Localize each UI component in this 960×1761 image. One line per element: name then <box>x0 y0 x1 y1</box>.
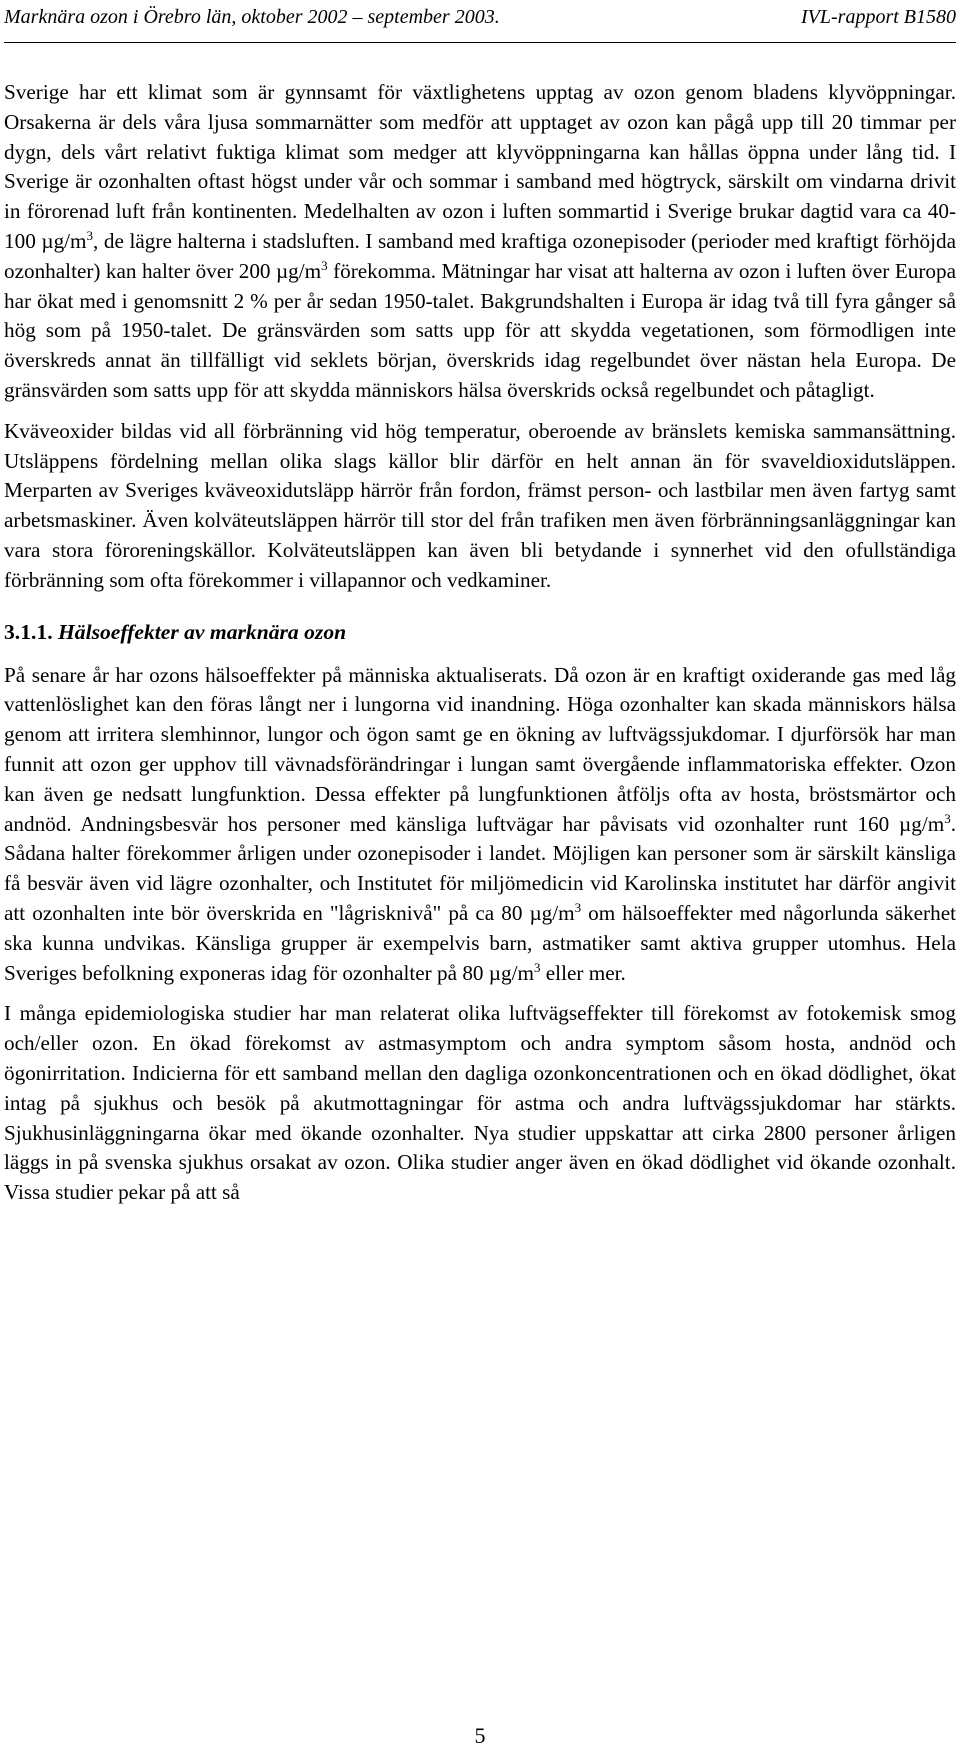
header-title: Marknära ozon i Örebro län, oktober 2002 – september 2003. <box>4 6 500 28</box>
superscript-exponent: 3 <box>86 227 94 243</box>
text-run: På senare år har ozons hälsoeffekter på människa aktualiserats. Då ozon är en kraftigt oxiderande gas med låg vattenlöslighet kan den föras långt ner i lungorna vid inandning. Höga ozonhalter kan skada människors hälsa genom att irritera slemhinnor, lungor och ögon samt ge en ökning av luftvägssjukdomar. I djurförsök har man funnit att ozon ger upphov till vävnadsförändringar i lungan samt övergående inflammatoriska effekter. Ozon kan även ge nedsatt lungfunktion. Dessa effekter på lungfunktionen åtföljs ofta av hosta, bröstsmärtor och andnöd. Andningsbesvär hos personer med känsliga luftvägar har påvisats vid ozonhalter runt 160 µg/m <box>4 662 956 836</box>
header-report-id: IVL-rapport B1580 <box>801 6 956 28</box>
header-divider <box>4 42 956 43</box>
section-title: Hälsoeffekter av marknära ozon <box>58 619 347 644</box>
text-run: I många epidemiologiska studier har man relaterat olika luftvägseffekter till förekomst av fotokemisk smog och/eller ozon. En ökad förekomst av astmasymptom och andra symptom såsom hosta, andnöd och ögonirritation. Indicierna för ett samband mellan den dagliga ozonkoncentrationen och en ökad dödlighet, ökat intag på sjukhus och besök på akutmottagningar för astma och andra luftvägssjukdomar har stärkts. Sjukhusinläggningarna ökar med ökande ozonhalter. Nya studier uppskattar att cirka 2800 personer årligen läggs in på svenska sjukhus orsakat av ozon. Olika studier anger även en ökad dödlighet vid ökande ozonhalt. Vissa studier pekar på att så <box>4 1001 956 1205</box>
text-run: förekomma. Mätningar har visat att halterna av ozon i luften över Europa har ökat med i genomsnitt 2 % per år sedan 1950-talet. Bakgrundshalten i Europa är idag två till fyra gånger så hög som på 1950-talet. De gränsvärden som satts upp för att skydda vegetationen, som förmodligen inte överskreds annat än tillfälligt vid seklets början, överskrids idag regelbundet över nästan hela Europa. De gränsvärden som satts upp för att skydda människors hälsa överskrids också regelbundet och påtagligt. <box>4 258 956 402</box>
text-run: Sverige har ett klimat som är gynnsamt för växtlighetens upptag av ozon genom bladens klyvöppningar. Orsakerna är dels våra ljusa sommarnätter som medför att upptaget av ozon kan pågå upp till 20 timmar per dygn, dels vårt relativt fuktiga klimat som medger att klyvöppningarna kan hållas öppna under lång tid. I Sverige är ozonhalten oftast högst under vår och sommar i samband med högtryck, särskilt om vindarna drivit in förorenad luft från kontinenten. Medelhalten av ozon i luften sommartid i Sverige brukar dagtid vara ca 40-100 µg/m <box>4 80 956 253</box>
section-heading <box>4 617 956 647</box>
document-body <box>4 78 956 1208</box>
page-number: 5 <box>474 1723 486 1748</box>
text-run: eller mer. <box>540 960 626 985</box>
text-run: . Sådana halter förekommer årligen under ozonepisoder i landet. Möjligen kan personer som är särskilt känsliga få besvär även vid lägre ozonhalter, och Institutet för miljömedicin vid Karolinska institutet har därför angivit att ozonhalten inte bör överskrida en "lågrisknivå" på ca 80 µg/m <box>4 811 956 925</box>
paragraph-health-effects <box>4 661 956 989</box>
superscript-exponent: 3 <box>574 899 582 915</box>
running-header <box>0 4 960 32</box>
text-run: , de lägre halterna i stadsluften. I samband med kraftiga ozonepisoder (perioder med kraftigt förhöjda ozonhalter) kan halter över 200 µg/m <box>4 228 957 283</box>
paragraph-nitrogen-oxides <box>4 417 956 596</box>
paragraph-ozone-climate <box>4 78 956 406</box>
paragraph-epidemiology <box>4 999 956 1208</box>
superscript-exponent: 3 <box>321 257 328 273</box>
text-run: om hälsoeffekter med någorlunda säkerhet ska kunna undvikas. Känsliga grupper är exempelvis barn, astmatiker samt aktiva grupper utomhus. Hela Sveriges befolkning exponeras idag för ozonhalter på 80 µg/m <box>4 900 957 985</box>
text-run: Kväveoxider bildas vid all förbränning vid hög temperatur, oberoende av bränslets kemiska sammansättning. Utsläppens fördelning mellan olika slags källor blir därför en helt annan än för svaveldioxidutsläppen. Merparten av Sveriges kväveoxidutsläpp härrör från fordon, främst person- och lastbilar men även fartyg samt arbetsmaskiner. Även kolväteutsläppen härrör till stor del från trafiken men även förbränningsanläggningar kan vara stora föroreningskällor. Kolväteutsläppen kan även bli betydande i synnerhet vid den ofullständiga förbränning som ofta förekommer i villapannor och vedkaminer. <box>4 418 956 592</box>
section-number: 3.1.1. <box>4 619 53 644</box>
superscript-exponent: 3 <box>533 959 541 975</box>
superscript-exponent: 3 <box>944 810 951 826</box>
